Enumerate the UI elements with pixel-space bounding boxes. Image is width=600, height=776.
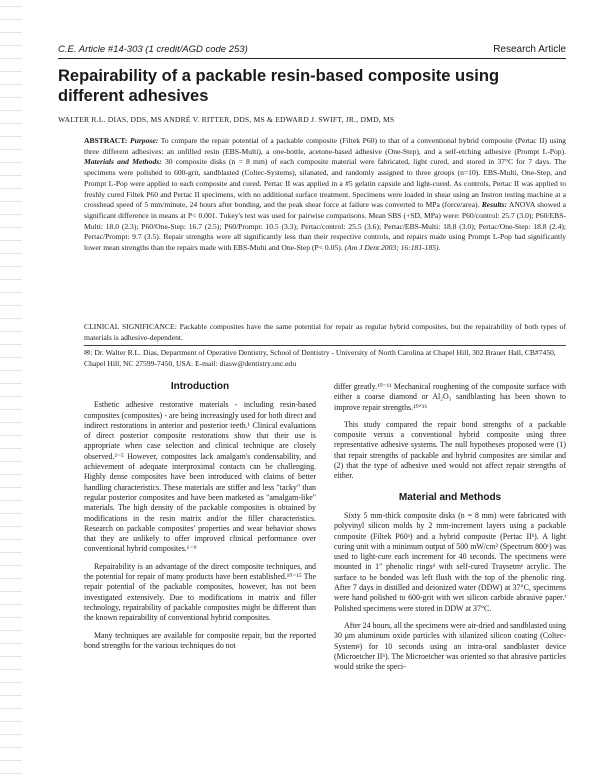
scan-margin-artifact [0, 0, 22, 776]
author-line: WALTER R.L. DIAS, DDS, MS ANDRÉ V. RITTER, DDS, MS & EDWARD J. SWIFT, JR., DMD, MS [58, 115, 395, 124]
intro-paragraph: Esthetic adhesive restorative materials - including resin-based composites (composites) - are being increasingly used for both direct and indirect restorations in anterior and posterior teeth.¹ Clinical evaluations of direct posterior composite restorations show that their use is appropriate when case selection and clinical technique are closely observed.²⁻⁵ However, composites lack amalgam's condensability, and achievement of adequate interproximal contacts can be challenging. Highly dense composites have been introduced with claims of better handling characteristics. These materials are stiffer and less "tacky" than regular posterior composites and have been marketed as "amalgam-like" materials. The high density of the packable composites is obtained by modifications in the resin matrix and/or the filler characteristics. Research on packable composites' properties and wear behavior shows that they are unlikely to offer improved clinical performance over conventional hybrid composites.⁶⁻⁹ [84, 400, 316, 554]
section-label: Research Article [493, 44, 566, 55]
citation: (Am J Dent 2003; 16:181-185). [344, 243, 441, 253]
intro-paragraph: Repairability is an advantage of the direct composite techniques, and the potential for repair of many products have been established.¹⁰⁻¹⁵ The repair potential of the packable composites, however, has not been investigated extensively. Due to modifications in matrix and filler technology, repairability of packable composites might be different than the known repairability of conventional hybrid composites. [84, 561, 316, 623]
purpose-label: Purpose: [129, 136, 159, 145]
clinical-significance [84, 322, 566, 343]
results-text: ANOVA showed a significant difference in means at P< 0.001. Tukey's test was used for pairwise comparisons. Mean SBS (+SD, MPa) were: P60/control: 25.7 (3.0); P60/EBS-Multi: 18.0 (2.3); P60/One-Step: 16.7 (2.5); P60/Prompt: 10.5 (3.3); Pertac/control: 25.5 (3.6); Pertac/EBS-Multi: 18.8 (3.0); Pertac/One-Step: 18.8 (2.4); Pertac/Prompt: 9.7 (3.5). Repair strengths were all significantly less than their respective controls, and repairs made using Prompt L-Pop had significantly lower mean strengths than the repairs made with EBS-Multi and One-Step (P< 0.05). [84, 200, 566, 253]
methods-text: 30 composite disks (n = 8 mm) of each composite material were fabricated, light cured, and stored in 37°C for 7 days. The specimens were polished to 600-grit, sandblasted (Coltec-Systems), silanated, and randomly assigned to three groups (n=10). EBS-Multi, One-Step, and Prompt L-Pop were applied to each composite and cured. Pertac II was applied in a #5 gelatin capsule and light-cured. As controls, Pertac II was applied to freshly cured Filtek P60 and Pertac II specimens, with no additional surface treatment. Specimens were loaded in shear using an Instron testing machine at a crosshead speed of 5 mm/minute, 24 hours after bonding, and the peak shear force at failure was converted to MPa (force/area). [84, 157, 566, 210]
correspondence-rule [84, 345, 566, 346]
right-column [334, 382, 566, 679]
purpose-text: To compare the repair potential of a packable composite (Filtek P60) to that of a conventional hybrid composite (Pertac II) using three different adhesives: an unfilled resin (EBS-Multi), a one-bottle, acetone-based adhesive (One-Step), and a self-etching adhesive (Prompt L-Pop). [84, 136, 566, 156]
intro-paragraph: Many techniques are available for composite repair, but the reported bond strengths for the various techniques do not [84, 630, 316, 650]
clinical-label: CLINICAL SIGNIFICANCE: [84, 322, 177, 331]
methods-heading: Material and Methods [398, 491, 502, 503]
abstract-label: ABSTRACT: [84, 136, 128, 145]
introduction-heading: Introduction [170, 381, 230, 392]
intro-continued-paragraph: differ greatly.¹⁰⁻¹¹ Mechanical roughening of the composite surface with either a coarse diamond or Al₂O₃ sandblasting has been shown to improve repair strengths.¹⁰ᐟ¹⁶ [334, 382, 566, 412]
article-reference: C.E. Article #14-303 (1 credit/AGD code 253) [58, 44, 248, 55]
correspondence: ✉: Dr. Walter R.L. Dias, Department of Operative Dentistry, School of Dentistry - University of North Carolina at Chapel Hill, 302 Brauer Hall, CB#7450, Chapel Hill, NC 27599-7450, USA. E-mail: diasw@dentistry.unc.edu [84, 348, 556, 368]
left-column [84, 382, 316, 658]
intro-continued-paragraph: This study compared the repair bond strengths of a packable composite versus a conventional hybrid composite using three representative adhesive systems. The null hypotheses proposed were (1) that repair strengths of packable and hybrid composites are similar and (2) that the type of adhesive used would not affect repair strengths of either. [334, 419, 566, 481]
results-label: Results: [481, 200, 508, 210]
methods-paragraph: Sixty 5 mm-thick composite disks (n = 8 mm) were fabricated with polyvinyl silicon molds by 2 mm-increment layers using a packable composite (Filtek P60ᵃ) and a hybrid composite (Pertac IIᵇ). A light curing unit with a minimum output of 500 mW/cm² (Spectrum 800ᶜ) was used to light-cure each increment for 40 seconds. The specimens were mounted in 1" phenolic ringsᵈ with self-cured Traysetmᵉ acrylic. The surface to be bonded was left flush with the top of the phenolic ring. After 7 days in distilled and deionized water (DDW) at 37°C, specimens were hand polished to 600-grit with wet silicon carbide abrasive paper.ᶠ Polished specimens were stored in DDW at 37°C. [334, 510, 566, 613]
clinical-text: Packable composites have the same potential for repair as regular hybrid composites, but the repairability of both types of materials is adhesive-dependent. [84, 322, 566, 342]
methods-paragraph: After 24 hours, all the specimens were air-dried and sandblasted using 30 μm aluminum oxide particles with silanized silicon coating (Coltec-Systemᵍ) for 10 seconds using an intra-oral sandblaster device (Microetcher IIʰ). The Microetcher was oriented so that abrasive particles would strike the speci- [334, 620, 566, 672]
article-title: Repairability of a packable resin-based composite using different adhesives [58, 67, 500, 105]
abstract [84, 136, 566, 254]
methods-label: Materials and Methods: [84, 157, 162, 167]
header-rule [58, 58, 566, 59]
